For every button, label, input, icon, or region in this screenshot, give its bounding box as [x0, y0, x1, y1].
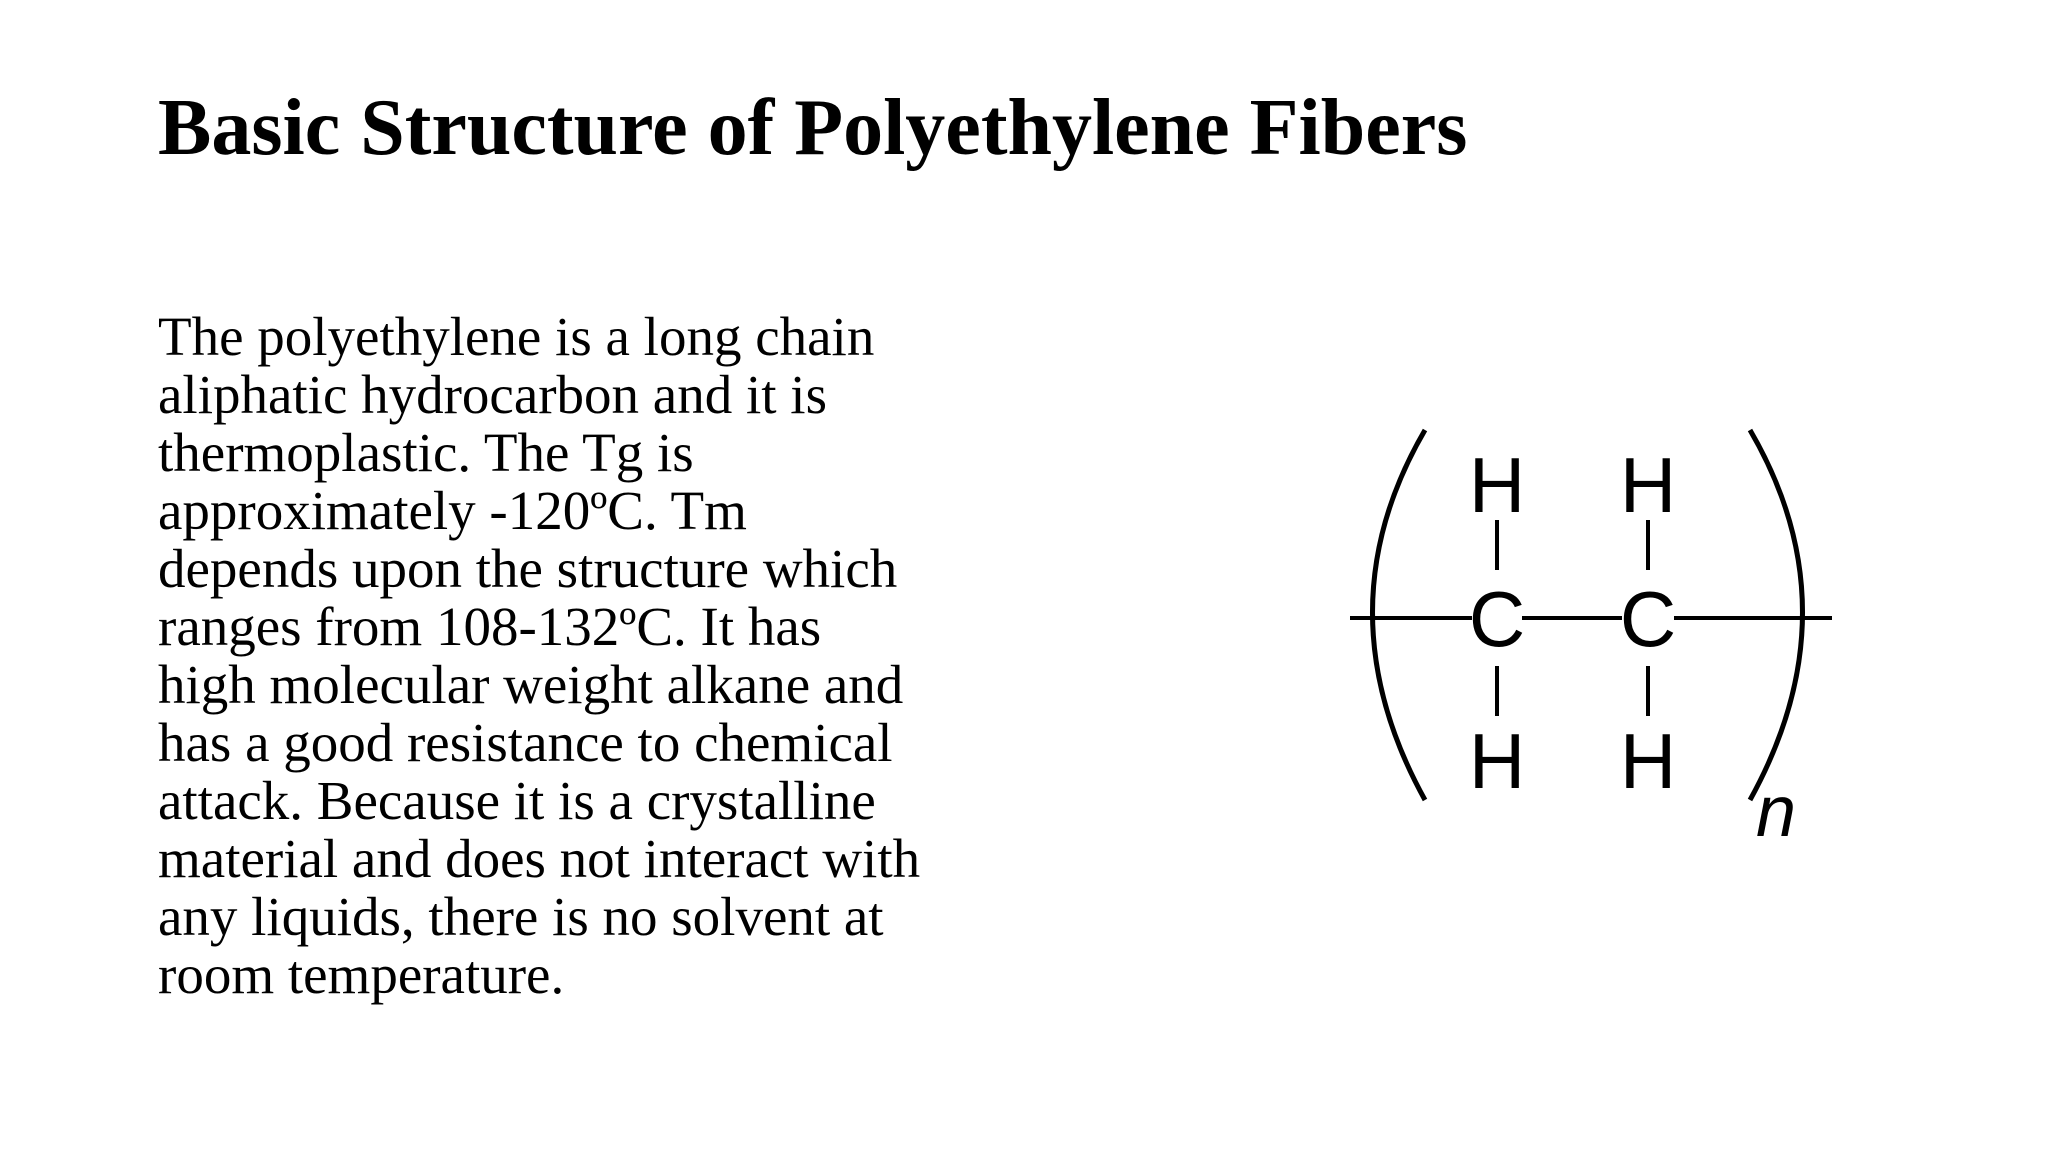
atom-h-bottom-left: H — [1468, 717, 1526, 805]
atom-h-top-right: H — [1619, 441, 1677, 529]
body-line: The polyethylene is a long chain — [158, 306, 875, 367]
body-line: approximately -120ºC. Tm — [158, 480, 747, 541]
body-line: depends upon the structure which — [158, 538, 898, 599]
right-parenthesis — [1750, 430, 1803, 800]
atom-c-left: C — [1468, 575, 1526, 663]
body-line: high molecular weight alkane and — [158, 654, 904, 715]
body-line: attack. Because it is a crystalline — [158, 770, 876, 831]
atom-c-right: C — [1619, 575, 1677, 663]
body-line: has a good resistance to chemical — [158, 712, 893, 773]
left-parenthesis — [1373, 430, 1426, 800]
body-line: any liquids, there is no solvent at — [158, 886, 884, 947]
body-line: thermoplastic. The Tg is — [158, 422, 694, 483]
atom-h-top-left: H — [1468, 441, 1526, 529]
body-line: ranges from 108-132ºC. It has — [158, 596, 822, 657]
body-line: material and does not interact with — [158, 828, 921, 889]
body-line: room temperature. — [158, 944, 565, 1005]
slide-title: Basic Structure of Polyethylene Fibers — [158, 84, 1468, 172]
body-paragraph — [158, 308, 1018, 1004]
repeat-unit-subscript: n — [1755, 772, 1797, 852]
body-line: aliphatic hydrocarbon and it is — [158, 364, 827, 425]
atom-h-bottom-right: H — [1619, 717, 1677, 805]
polyethylene-structure-diagram — [1330, 400, 1850, 860]
